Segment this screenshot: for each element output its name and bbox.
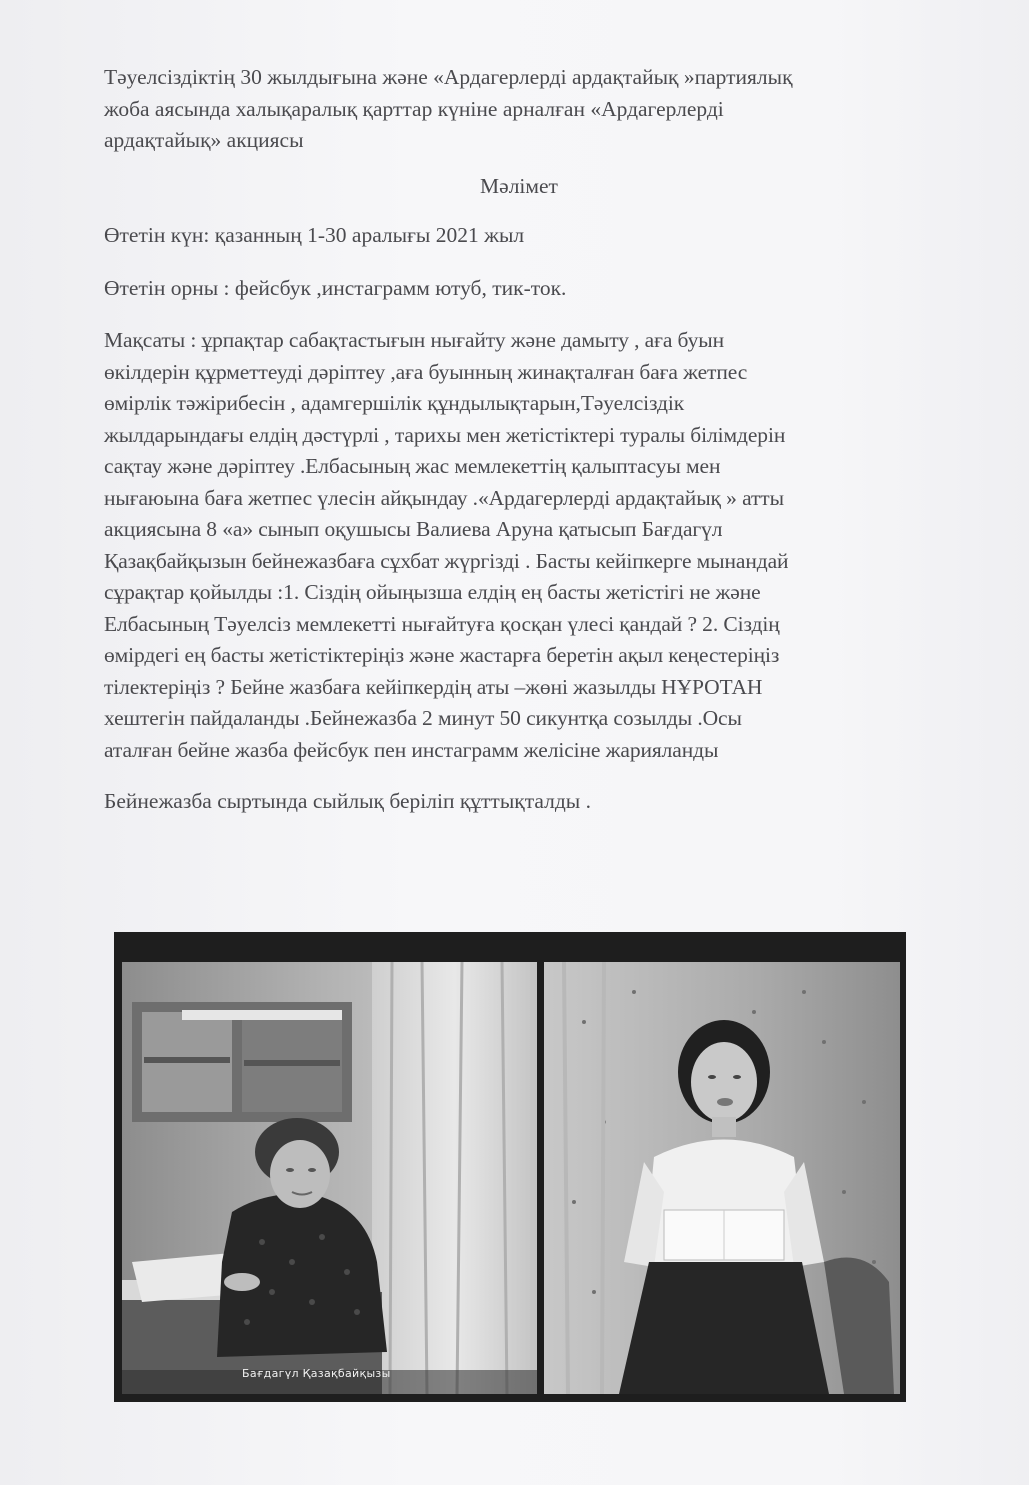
photo-veteran-image xyxy=(122,962,537,1394)
body-line: өкілдерін құрметтеуді дәріптеу ,аға буынның жинақталған баға жетпес xyxy=(104,359,748,384)
body-line: Мақсаты : ұрпақтар сабақтастығын нығайту және дамыту , аға буын xyxy=(104,328,724,352)
heading-line-2: жоба аясында халықаралық қарттар күніне арналған «Ардагерлерді xyxy=(104,96,724,121)
body-line: аталған бейне жазба фейсбук пен инстаграмм желісіне жарияланды xyxy=(104,737,719,762)
photo-strip xyxy=(114,932,906,1402)
body-line: сақтау және дәріптеу .Елбасының жас мемлекеттің қалыптасуы мен xyxy=(104,454,721,478)
photo-veteran xyxy=(122,962,537,1394)
body-line: хештегін пайдаланды .Бейнежазба 2 минут 50 сикунтқа созылды .Осы xyxy=(104,706,742,730)
body-line: нығаюына баға жетпес үлесін айқындау .«Ардагерлерді ардақтайық » атты xyxy=(104,485,784,510)
heading-line-1: Тәуелсіздіктің 30 жылдығына және «Ардагерлерді ардақтайық »партиялық xyxy=(104,65,793,89)
body-line: Елбасының Тәуелсіз мемлекетті нығайтуға қосқан үлесі қандай ? 2. Сіздің xyxy=(104,611,780,636)
body-paragraph xyxy=(104,325,974,766)
closing-line: Бейнежазба сыртында сыйлық беріліп құттықталды . xyxy=(104,789,591,813)
document-heading xyxy=(104,62,974,157)
body-line: өмірлік тәжірибесін , адамгершілік құндылықтарын,Тәуелсіздік xyxy=(104,391,685,415)
body-line: сұрақтар қойылды :1. Сіздің ойыңызша елдің ең басты жетістігі не және xyxy=(104,580,761,604)
document-text xyxy=(104,62,974,818)
place-line: Өтетін орны : фейсбук ,инстаграмм ютуб, тик-ток. xyxy=(104,275,567,300)
photo-caption: Бағдагүл Қазақбайқызы xyxy=(242,1367,391,1380)
body-line: акциясына 8 «а» сынып оқушысы Валиева Аруна қатысып Бағдагүл xyxy=(104,517,723,541)
date-line: Өтетін күн: қазанның 1-30 аралығы 2021 жыл xyxy=(104,223,525,247)
document-subtitle: Мәлімет xyxy=(480,173,558,198)
body-line: өмірдегі ең басты жетістіктеріңіз және жастарға беретін ақыл кеңестеріңіз xyxy=(104,643,780,667)
photo-student-image xyxy=(544,962,900,1394)
body-line: жылдарындағы елдің дәстүрлі , тарихы мен жетістіктері туралы білімдерін xyxy=(104,422,786,447)
heading-line-3: ардақтайық» акциясы xyxy=(104,128,304,152)
body-line: тілектеріңіз ? Бейне жазбаға кейіпкердің аты –жөні жазылды НҰРОТАН xyxy=(104,674,763,699)
body-line: Қазақбайқызын бейнежазбаға сұхбат жүргізді . Басты кейіпкерге мынандай xyxy=(104,548,789,573)
photo-student xyxy=(544,962,900,1394)
